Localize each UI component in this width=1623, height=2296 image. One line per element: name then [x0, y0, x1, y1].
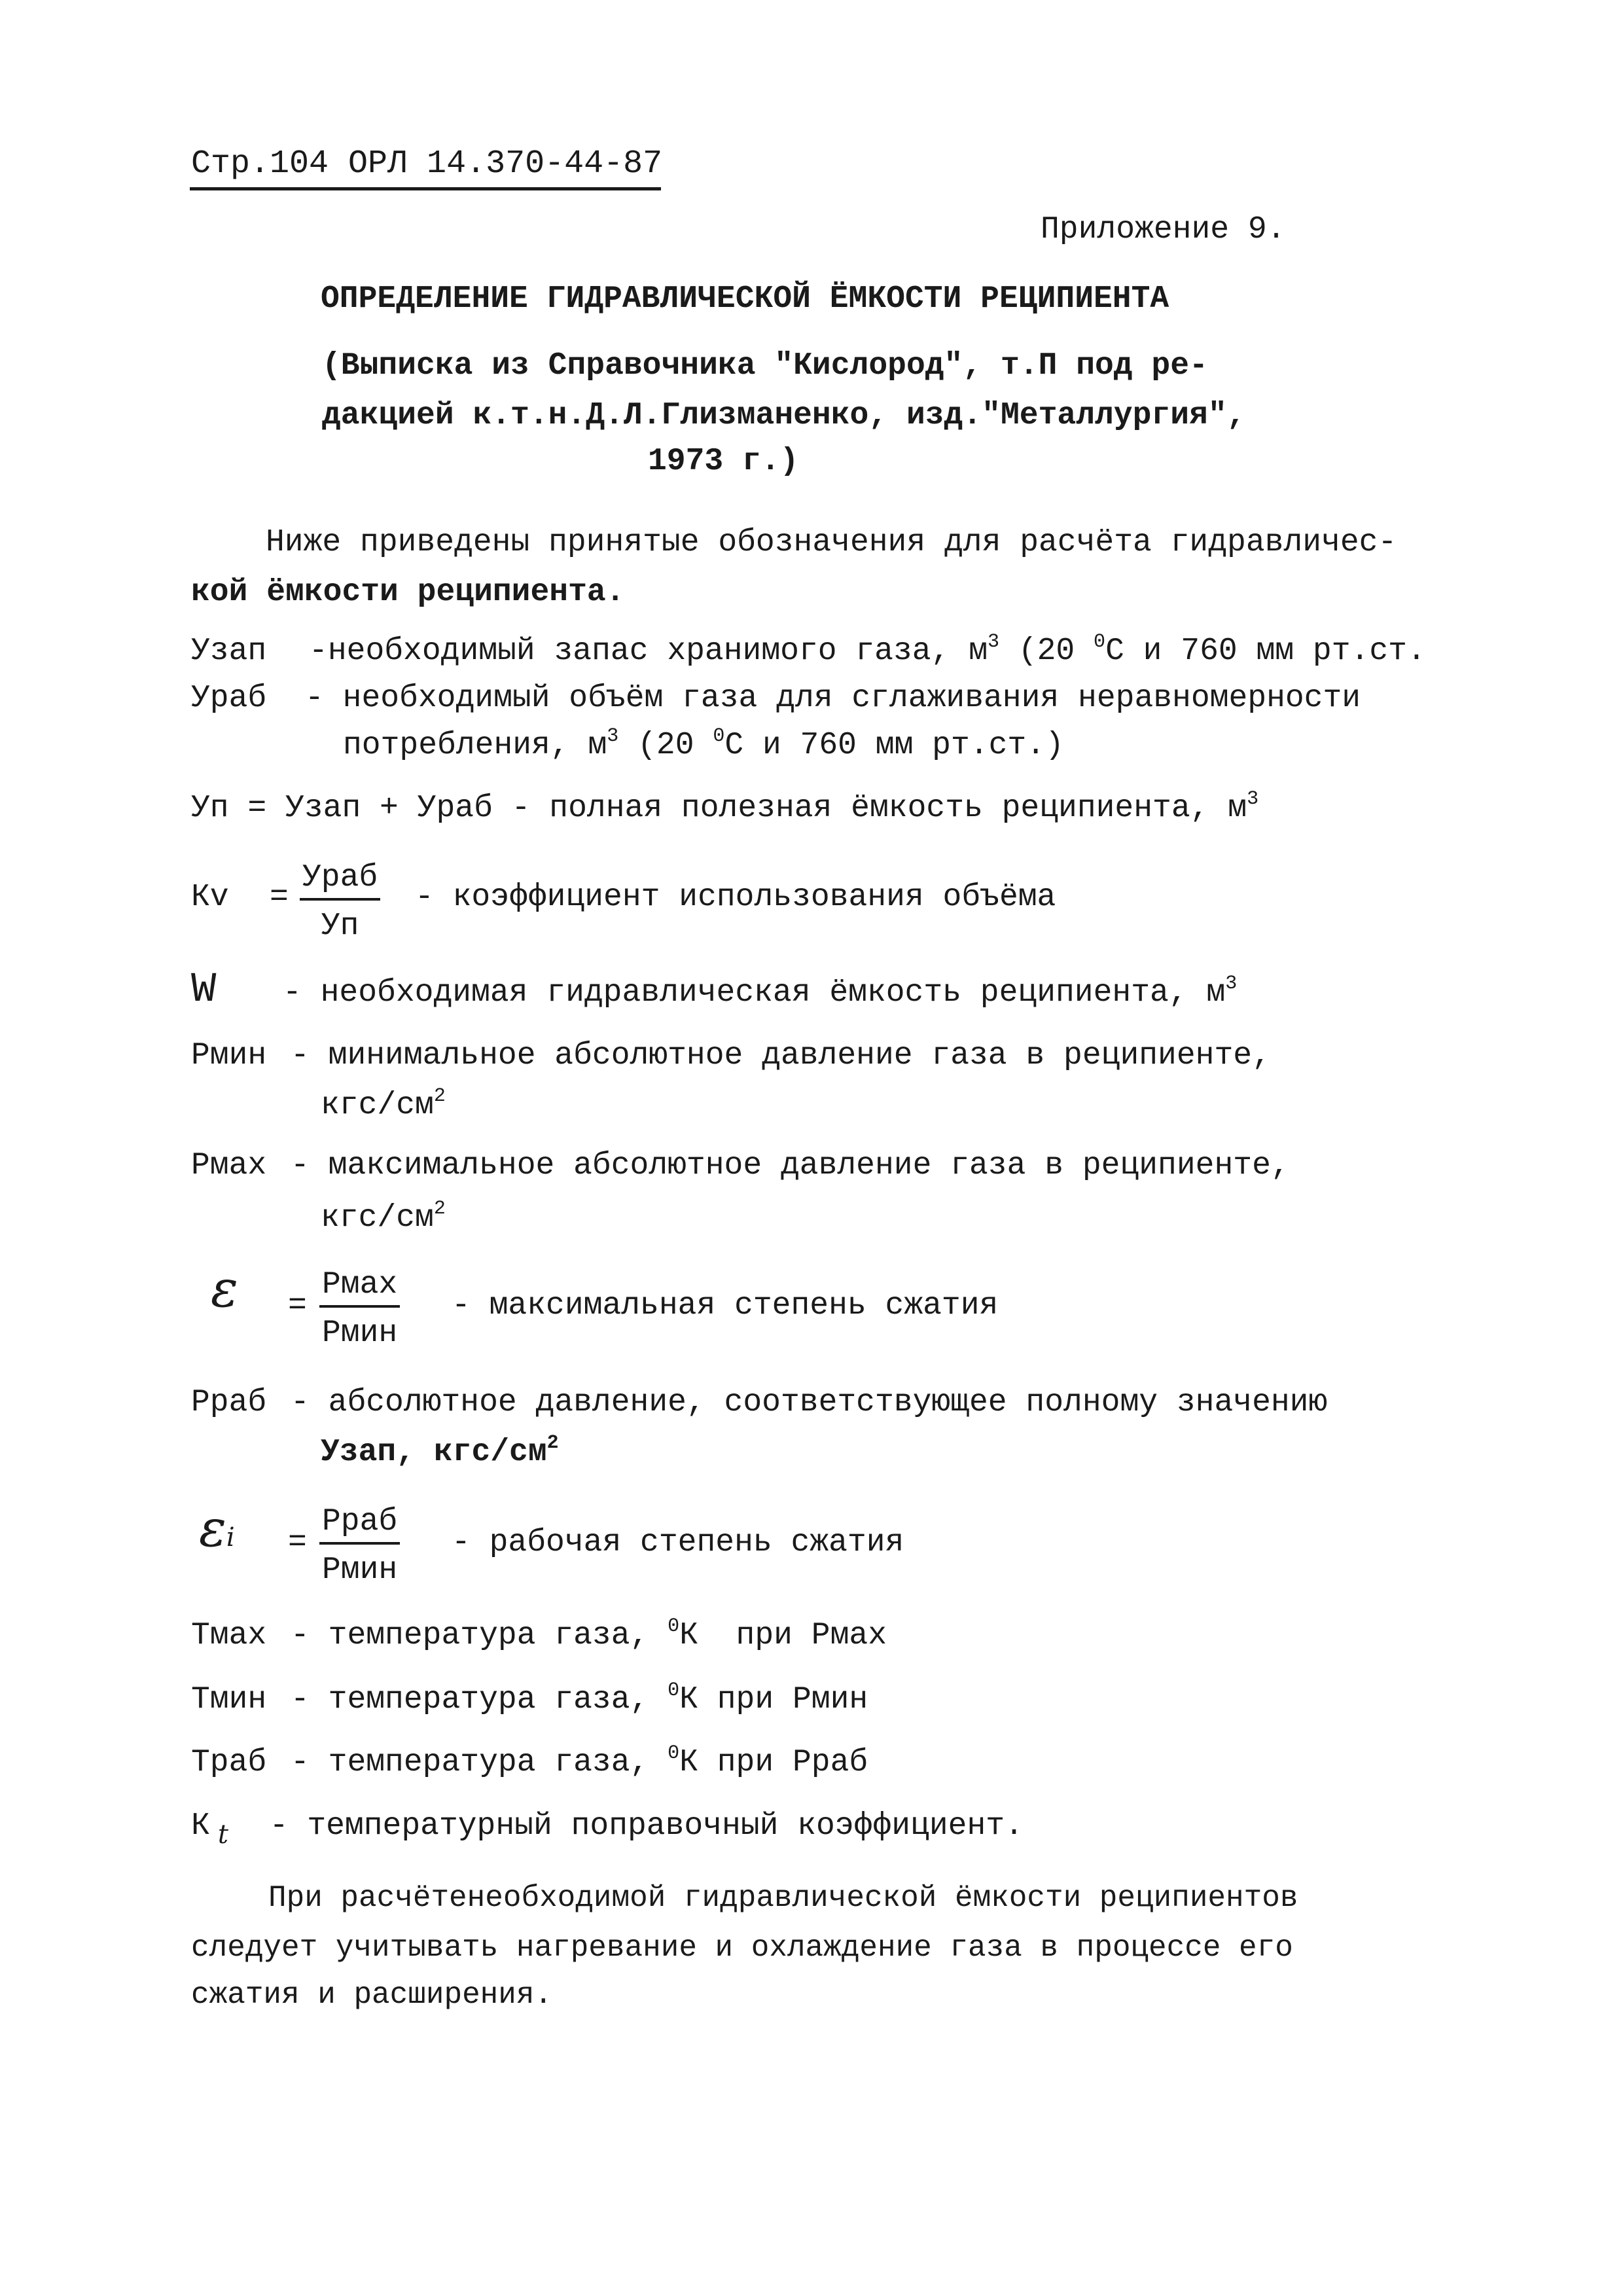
prab-text: - абсолютное давление, соответствующее полному значению: [291, 1385, 1328, 1420]
intro-line-1: Ниже приведены принятые обозначения для расчёта гидравличес-: [266, 525, 1397, 560]
prab-symbol: Рраб: [191, 1385, 267, 1420]
def-pmax-line2: [321, 1199, 446, 1237]
epsilon-i-symbol: [199, 1499, 235, 1564]
tmin-sup: 0: [668, 1679, 680, 1702]
prab-unit: Узап, кгс/см: [321, 1435, 547, 1470]
def-kt: [191, 1806, 1024, 1850]
def-tmin: [191, 1681, 868, 1719]
trab-tail: К при Рраб: [679, 1745, 868, 1780]
def-trab: [191, 1744, 868, 1782]
pmax-symbol: Рмах: [191, 1148, 267, 1183]
kt-sub: t: [217, 1820, 228, 1850]
def-vzap: [191, 632, 1426, 670]
appendix-label: Приложение 9.: [1041, 212, 1286, 247]
source-line-1: (Выписка из Справочника "Кислород", т.П под ре-: [322, 348, 1208, 384]
vrab-sup: 3: [607, 725, 619, 747]
vrab-tail: (20: [618, 728, 713, 763]
w-sup: 3: [1225, 973, 1238, 995]
def-pmin: [191, 1037, 1271, 1075]
epsilon-denominator: Рмин: [322, 1316, 398, 1351]
def-prab: [191, 1384, 1327, 1422]
header-underline: [190, 187, 661, 190]
tmax-symbol: Тмах: [191, 1618, 267, 1653]
vp-text: Уп = Узап + Ураб - полная полезная ёмкость реципиента, м: [191, 791, 1247, 826]
source-line-3: 1973 г.): [648, 444, 799, 479]
kv-equals: =: [270, 880, 289, 915]
closing-line-1: При расчётенеобходимой гидравлической ёмкости реципиентов: [268, 1881, 1298, 1915]
pmax-unit: кгс/см: [321, 1200, 434, 1236]
def-w: [283, 974, 1237, 1012]
def-tmax: [191, 1617, 887, 1655]
epsilon-i-sub: i: [226, 1522, 235, 1552]
epsilon-fraction: [319, 1266, 400, 1352]
kv-fraction: [300, 859, 380, 945]
vrab-text: - необходимый объём газа для сглаживания неравномерности: [305, 681, 1361, 716]
vzap-sup2: 0: [1094, 631, 1106, 653]
vzap-symbol: Узап: [191, 634, 267, 669]
pmax-text: - максимальное абсолютное давление газа в реципиенте,: [291, 1148, 1290, 1183]
trab-text: - температура газа,: [291, 1745, 668, 1780]
epsilon-symbol: ε: [211, 1260, 238, 1319]
kt-text: - температурный поправочный коэффициент.: [269, 1808, 1024, 1844]
epsilon-numerator: Рмах: [319, 1266, 400, 1308]
pmin-symbol: Рмин: [191, 1038, 267, 1073]
def-pmax: [191, 1147, 1290, 1185]
w-text: - необходимая гидравлическая ёмкость реципиента, м: [283, 975, 1226, 1011]
kv-numerator: Ураб: [300, 859, 380, 901]
closing-line-3: сжатия и расширения.: [191, 1978, 553, 2012]
kt-symbol: К: [191, 1808, 210, 1844]
vrab-line2-text: потребления, м: [343, 728, 607, 763]
epsilon-equals: =: [288, 1288, 307, 1323]
tmax-sup: 0: [668, 1615, 680, 1638]
closing-line-2: следует учитывать нагревание и охлаждение газа в процессе его: [191, 1931, 1293, 1965]
tmin-text: - температура газа,: [291, 1682, 668, 1717]
epsilon-i-numerator: Рраб: [319, 1503, 400, 1545]
trab-symbol: Траб: [191, 1745, 267, 1780]
document-code: Стр.104 ОРЛ 14.370-44-87: [191, 145, 663, 183]
tmax-text: - температура газа,: [291, 1618, 668, 1653]
intro-line-2: кой ёмкости реципиента.: [191, 575, 625, 610]
w-symbol: W: [191, 967, 217, 1014]
source-line-2: дакцией к.т.н.Д.Л.Глизманенко, изд."Металлургия",: [322, 398, 1246, 433]
vrab-tail2: С и 760 мм рт.ст.): [724, 728, 1064, 763]
vp-sup: 3: [1247, 788, 1259, 810]
kv-denominator: Уп: [321, 908, 359, 944]
tmin-symbol: Тмин: [191, 1682, 267, 1717]
kv-text: - коэффициент использования объёма: [415, 880, 1056, 915]
def-pmin-line2: [321, 1086, 446, 1124]
epsilon-i-fraction: [319, 1503, 400, 1589]
vzap-tail2: С и 760 мм рт.ст.: [1105, 634, 1426, 669]
kv-symbol: Кv: [191, 880, 229, 915]
pmin-unit: кгс/см: [321, 1088, 434, 1123]
pmax-sup: 2: [433, 1198, 446, 1220]
page-title: ОПРЕДЕЛЕНИЕ ГИДРАВЛИЧЕСКОЙ ЁМКОСТИ РЕЦИПИЕНТА: [321, 281, 1169, 317]
epsilon-text: - максимальная степень сжатия: [452, 1288, 999, 1323]
vzap-text: -необходимый запас хранимого газа, м: [309, 634, 988, 669]
def-vp: [191, 789, 1258, 827]
def-vrab: [191, 679, 1361, 717]
epsilon-i-text: - рабочая степень сжатия: [452, 1525, 904, 1560]
prab-sup: 2: [546, 1432, 559, 1454]
vzap-tail: (20: [999, 634, 1094, 669]
pmin-sup: 2: [433, 1085, 446, 1107]
pmin-text: - минимальное абсолютное давление газа в реципиенте,: [291, 1038, 1271, 1073]
trab-sup: 0: [668, 1742, 680, 1765]
vzap-sup: 3: [988, 631, 1000, 653]
tmin-tail: К при Рмин: [679, 1682, 868, 1717]
vrab-symbol: Ураб: [191, 681, 267, 716]
vrab-sup2: 0: [713, 725, 725, 747]
def-vrab-line2: [343, 726, 1064, 764]
def-prab-line2: [321, 1433, 559, 1471]
epsilon-i-equals: =: [288, 1525, 307, 1560]
epsilon-i-base: ε: [199, 1499, 226, 1558]
tmax-tail: К при Рмах: [679, 1618, 887, 1653]
epsilon-i-denominator: Рмин: [322, 1552, 398, 1588]
